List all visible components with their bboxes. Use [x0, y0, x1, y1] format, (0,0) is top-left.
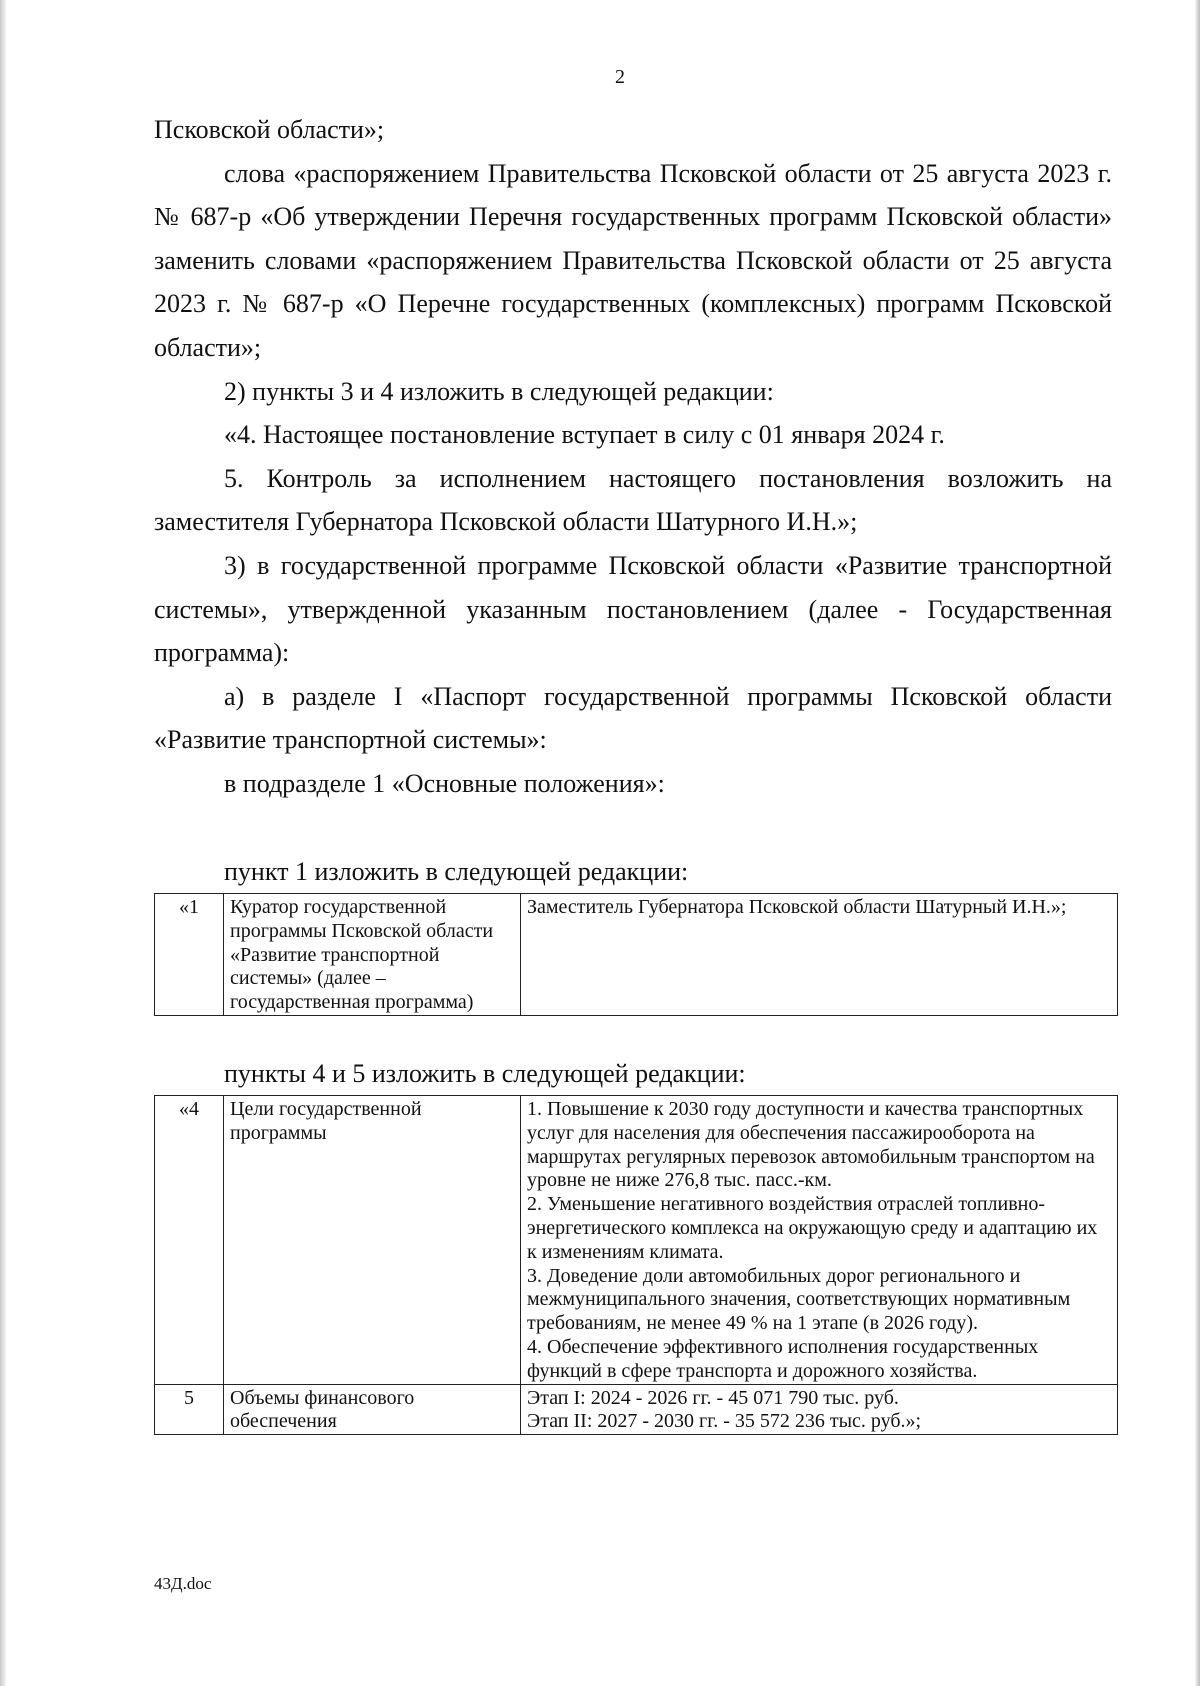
value-line: 4. Обеспечение эффективного исполнения государственных функций в сфере транспорта и дорожного хозяйства.	[527, 1335, 1039, 1382]
paragraph: в подразделе 1 «Основные положения»:	[224, 768, 665, 798]
table2-caption: пункты 4 и 5 изложить в следующей редакции:	[224, 1059, 746, 1088]
value-line: Этап II: 2027 - 2030 гг. - 35 572 236 тыс. руб.»;	[527, 1410, 922, 1433]
value-line: 3. Доведение доли автомобильных дорог регионального и межмуниципального значения, соответствующих нормативным требованиям, не менее 49 % на 1 этапе (в 2026 году).	[527, 1264, 1071, 1335]
value-line: 1. Повышение к 2030 году доступности и качества транспортных услуг для населения для обеспечения пассажирооборота на маршрутах регулярных перевозок автомобильным транспортом на уровне не ниже 276,8 тыс. пасс.-км.	[527, 1098, 1095, 1192]
page-number: 2	[615, 66, 625, 88]
table2	[154, 1095, 1118, 1435]
footer-filename: 43Д.doc	[154, 1574, 212, 1593]
paragraph: 2) пункты 3 и 4 изложить в следующей редакции:	[224, 376, 774, 406]
paragraph: слова «распоряжением Правительства Псковской области от 25 августа 2023 г. № 687-р «Об утверждении Перечня государственных программ Псковской области» заменить словами «распоряжением Правительства Псковской области от 25 августа 2023 г. № 687-р «О Перечне государственных (комплексных) программ Псковской области»;	[154, 158, 1112, 362]
scan-edge-right	[1195, 0, 1200, 1686]
table-cell-value	[521, 1384, 1118, 1435]
value-line: Этап I: 2024 - 2026 гг. - 45 071 790 тыс. руб.	[527, 1386, 899, 1409]
paragraph: а) в разделе I «Паспорт государственной программы Псковской области «Развитие транспортной системы»:	[154, 681, 1112, 755]
table-row	[155, 1096, 1118, 1385]
table-cell-name: Объемы финансового обеспечения	[224, 1384, 521, 1435]
table-cell-value	[521, 894, 1118, 1016]
value-line: 2. Уменьшение негативного воздействия отраслей топливно-энергетического комплекса на окружающую среду и адаптацию их к изменениям климата.	[527, 1193, 1098, 1263]
table1	[154, 893, 1118, 1016]
table-cell-number: «4	[155, 1096, 224, 1385]
table-cell-number: «1	[155, 894, 224, 1016]
scan-edge-left	[0, 0, 6, 1686]
table-cell-name: Цели государственной программы	[224, 1096, 521, 1385]
table-row	[155, 1384, 1118, 1435]
paragraph: Псковской области»;	[154, 115, 385, 144]
paragraph: «4. Настоящее постановление вступает в силу с 01 января 2024 г.	[224, 420, 945, 450]
value-line: Заместитель Губернатора Псковской области Шатурный И.Н.»;	[527, 896, 1067, 918]
document-body	[154, 108, 1112, 806]
paragraph: 5. Контроль за исполнением настоящего постановления возложить на заместителя Губернатора Псковской области Шатурного И.Н.»;	[154, 463, 1112, 537]
table1-caption: пункт 1 изложить в следующей редакции:	[224, 857, 689, 886]
table-cell-value	[521, 1096, 1118, 1385]
table-cell-number: 5	[155, 1384, 224, 1435]
table-row	[155, 894, 1118, 1016]
table-cell-name: Куратор государственной программы Псковской области «Развитие транспортной системы» (далее – государственная программа)	[224, 894, 521, 1016]
paragraph: 3) в государственной программе Псковской области «Развитие транспортной системы», утвержденной указанным постановлением (далее - Государственная программа):	[154, 550, 1112, 668]
